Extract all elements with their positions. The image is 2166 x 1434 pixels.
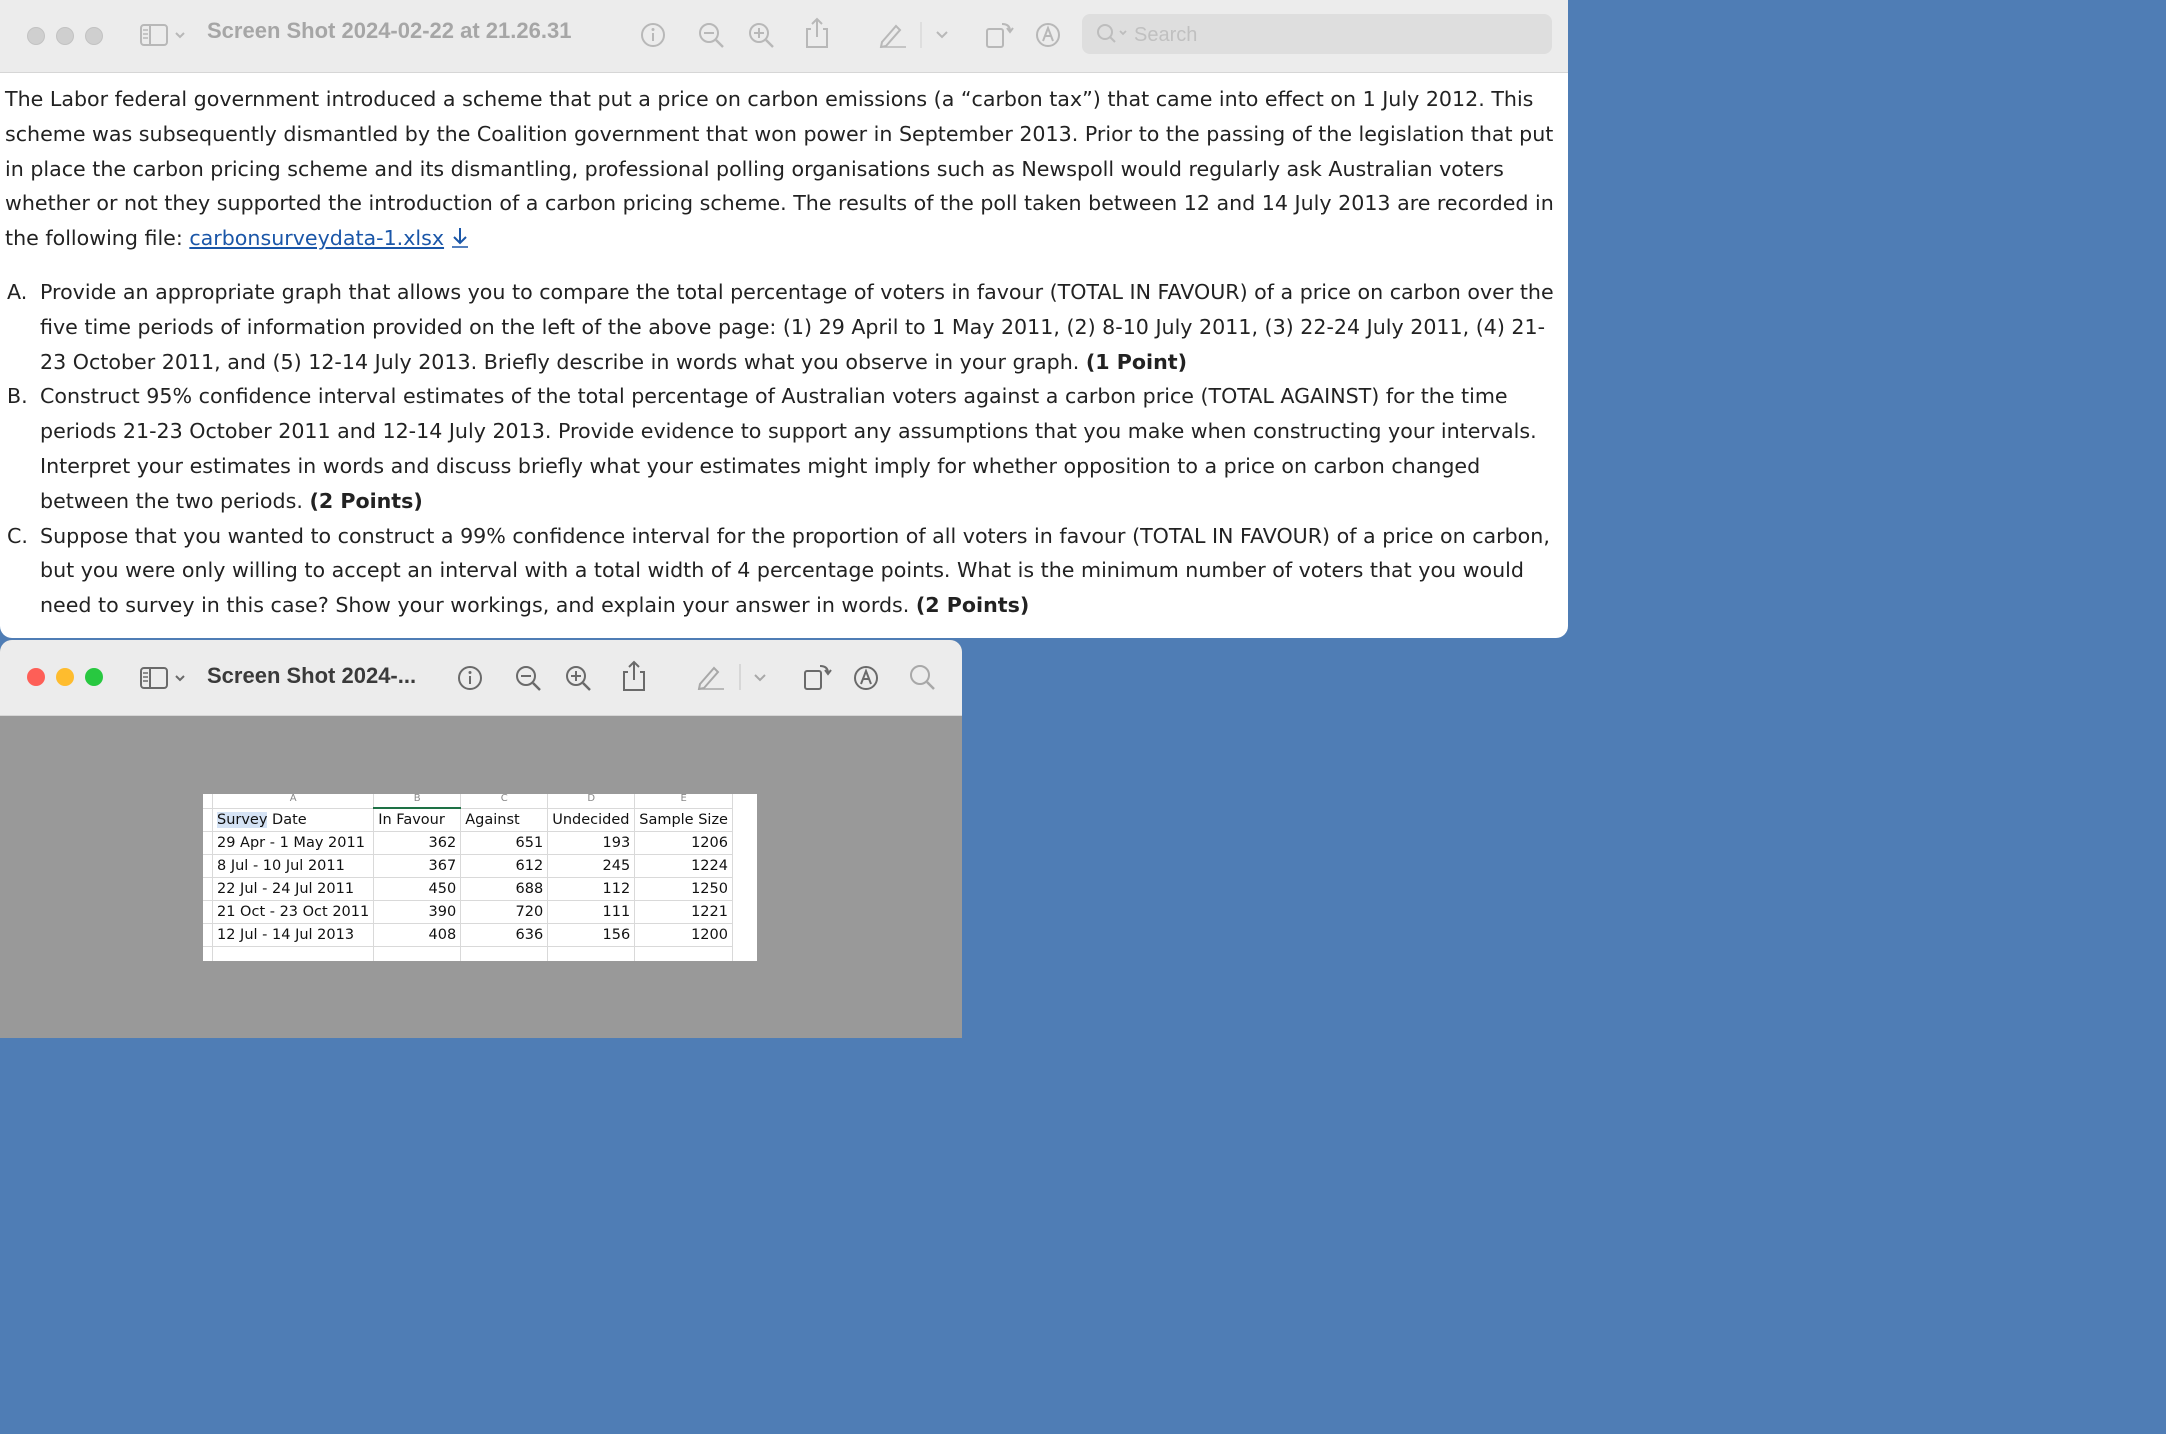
markup-pen-icon[interactable] bbox=[696, 664, 726, 690]
titlebar bbox=[0, 0, 1568, 73]
value-cell: 408 bbox=[374, 924, 461, 947]
column-letter: D bbox=[548, 794, 635, 808]
annotate-icon[interactable] bbox=[853, 665, 879, 691]
question-text: Construct 95% confidence interval estimates of the total percentage of Australian voters against a carbon price (TOTAL AGAINST) for the time periods 21-23 October 2011 and 12-14 July 2013. Provide evidence to support any assumptions that you make when constructing your intervals. Interpret your estimates in words and discuss briefly what your estimates might imply for whether opposition to a price on carbon changed between the two periods. bbox=[40, 384, 1537, 513]
value-cell: 1224 bbox=[635, 855, 733, 878]
column-letter: C bbox=[461, 794, 548, 808]
date-cell: 8 Jul - 10 Jul 2011 bbox=[213, 855, 374, 878]
download-icon[interactable] bbox=[450, 224, 470, 259]
question-letter: C. bbox=[7, 523, 28, 548]
value-cell: 450 bbox=[374, 878, 461, 901]
value-cell: 1200 bbox=[635, 924, 733, 947]
info-icon[interactable] bbox=[457, 665, 483, 691]
value-cell: 245 bbox=[548, 855, 635, 878]
spreadsheet-image bbox=[203, 794, 757, 961]
header-cell: Against bbox=[461, 808, 548, 832]
question-text: Suppose that you wanted to construct a 99% confidence interval for the proportion of all voters in favour (TOTAL IN FAVOUR) of a price on carbon, but you were only willing to accept an interval with a total width of 4 percentage points. What is the minimum number of voters that you would need to survey in this case? Show your workings, and explain your answer in words. bbox=[40, 523, 1550, 618]
column-letters-row bbox=[203, 794, 732, 808]
chevron-down-icon[interactable] bbox=[752, 672, 768, 684]
question-list bbox=[5, 275, 1561, 623]
value-cell: 720 bbox=[461, 901, 548, 924]
share-icon[interactable] bbox=[805, 17, 829, 49]
preview-window-back bbox=[0, 0, 1568, 638]
header-cell: Survey Date bbox=[213, 808, 374, 832]
close-button[interactable] bbox=[27, 668, 45, 686]
zoom-out-icon[interactable] bbox=[697, 21, 725, 49]
close-button[interactable] bbox=[27, 27, 45, 45]
chevron-down-icon[interactable] bbox=[934, 29, 950, 41]
header-cell: Undecided bbox=[548, 808, 635, 832]
table-row bbox=[203, 832, 732, 855]
sidebar-toggle-icon[interactable] bbox=[140, 23, 188, 47]
markup-pen-icon[interactable] bbox=[878, 22, 908, 48]
value-cell: 111 bbox=[548, 901, 635, 924]
empty-row bbox=[203, 947, 732, 962]
question-text: Provide an appropriate graph that allows you to compare the total percentage of voters in favour (TOTAL IN FAVOUR) of a price on carbon over the five time periods of information provided on the left of the above page: (1) 29 April to 1 May 2011, (2) 8-10 July 2011, (3) 22-24 July 2011, (4) 21-23 October 2011, and (5) 12-14 July 2013. Briefly describe in words what you observe in your graph. bbox=[40, 279, 1554, 374]
intro-paragraph bbox=[5, 82, 1561, 259]
minimize-button[interactable] bbox=[56, 668, 74, 686]
column-letter: A bbox=[213, 794, 374, 808]
table-row bbox=[203, 901, 732, 924]
zoom-button[interactable] bbox=[85, 668, 103, 686]
date-cell: 12 Jul - 14 Jul 2013 bbox=[213, 924, 374, 947]
value-cell: 1221 bbox=[635, 901, 733, 924]
table-row bbox=[203, 855, 732, 878]
rotate-icon[interactable] bbox=[802, 662, 832, 692]
selected-text: Survey bbox=[217, 811, 268, 828]
annotate-icon[interactable] bbox=[1035, 22, 1061, 48]
date-cell: 22 Jul - 24 Jul 2011 bbox=[213, 878, 374, 901]
window-title: Screen Shot 2024-... bbox=[207, 663, 417, 688]
value-cell: 112 bbox=[548, 878, 635, 901]
value-cell: 193 bbox=[548, 832, 635, 855]
separator bbox=[919, 20, 923, 50]
date-cell: 29 Apr - 1 May 2011 bbox=[213, 832, 374, 855]
value-cell: 688 bbox=[461, 878, 548, 901]
search-icon bbox=[1096, 23, 1130, 50]
sidebar-toggle-icon[interactable] bbox=[140, 666, 188, 690]
rotate-icon[interactable] bbox=[984, 20, 1014, 50]
table-row bbox=[203, 878, 732, 901]
date-cell: 21 Oct - 23 Oct 2011 bbox=[213, 901, 374, 924]
value-cell: 612 bbox=[461, 855, 548, 878]
header-row bbox=[203, 808, 732, 832]
question-a bbox=[5, 275, 1561, 379]
question-points: (2 Points) bbox=[309, 488, 423, 513]
column-letter: E bbox=[635, 794, 733, 808]
search-field[interactable] bbox=[1082, 14, 1552, 54]
column-letter: B bbox=[374, 794, 461, 808]
zoom-in-icon[interactable] bbox=[747, 21, 775, 49]
titlebar bbox=[0, 640, 962, 716]
value-cell: 636 bbox=[461, 924, 548, 947]
question-letter: A. bbox=[7, 279, 28, 304]
separator bbox=[738, 662, 742, 692]
zoom-in-icon[interactable] bbox=[564, 664, 592, 692]
zoom-out-icon[interactable] bbox=[514, 664, 542, 692]
question-points: (2 Points) bbox=[915, 593, 1030, 618]
intro-text: The Labor federal government introduced a scheme that put a price on carbon emissions (a “carbon tax”) that came into effect on 1 July 2012. This scheme was subsequently dismantled by the Coalition government that won power in September 2013. Prior to the passing of the legislation that put in place the carbon pricing scheme and its dismantling, professional polling organisations such as Newspoll would regularly ask Australian voters whether or not they supported the introduction of a carbon pricing scheme. The results of the poll taken between 12 and 14 July 2013 are recorded in the following file: bbox=[5, 87, 1554, 251]
table-row bbox=[203, 924, 732, 947]
info-icon[interactable] bbox=[640, 22, 666, 48]
share-icon[interactable] bbox=[622, 660, 646, 692]
document-content bbox=[5, 82, 1561, 623]
minimize-button[interactable] bbox=[56, 27, 74, 45]
value-cell: 390 bbox=[374, 901, 461, 924]
value-cell: 1250 bbox=[635, 878, 733, 901]
zoom-button[interactable] bbox=[85, 27, 103, 45]
question-points: (1 Point) bbox=[1085, 349, 1188, 374]
value-cell: 362 bbox=[374, 832, 461, 855]
survey-table bbox=[203, 794, 733, 961]
search-icon[interactable] bbox=[909, 664, 937, 692]
search-input[interactable] bbox=[1132, 20, 1536, 50]
header-cell: In Favour bbox=[374, 808, 461, 832]
question-b bbox=[5, 379, 1561, 518]
value-cell: 1206 bbox=[635, 832, 733, 855]
window-title: Screen Shot 2024-02-22 at 21.26.31 bbox=[207, 18, 572, 43]
header-cell: Sample Size bbox=[635, 808, 733, 832]
question-letter: B. bbox=[7, 384, 28, 409]
file-link[interactable]: carbonsurveydata-1.xlsx bbox=[189, 226, 445, 251]
value-cell: 651 bbox=[461, 832, 548, 855]
question-c bbox=[5, 519, 1561, 623]
value-cell: 367 bbox=[374, 855, 461, 878]
value-cell: 156 bbox=[548, 924, 635, 947]
